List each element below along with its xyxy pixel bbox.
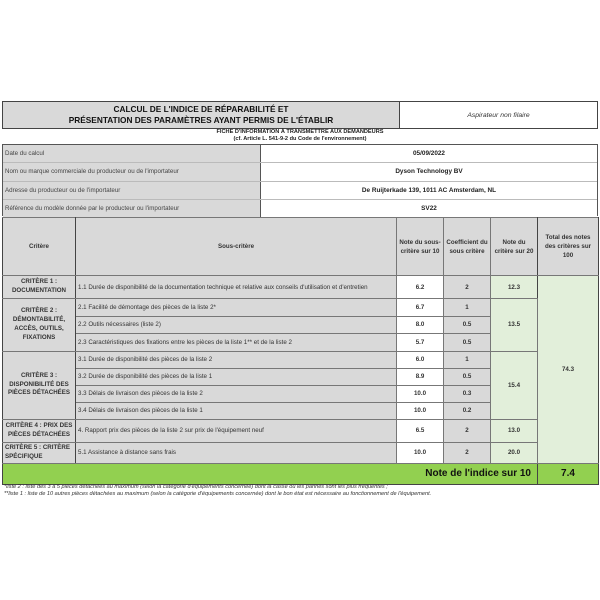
sub-criterion-label: 2.1 Facilité de démontage des pièces de la liste 2* bbox=[76, 299, 397, 317]
criterion-label: CRITÈRE 2 : DÉMONTABILITÉ, ACCÈS, OUTILS, FIXATIONS bbox=[3, 299, 76, 352]
sub-note: 10.0 bbox=[397, 402, 444, 419]
info-table bbox=[2, 144, 598, 216]
criterion-note: 13.5 bbox=[491, 299, 538, 352]
title-line-1: CALCUL DE L'INDICE DE RÉPARABILITÉ ET bbox=[113, 104, 289, 114]
criterion-label: CRITÈRE 3 : DISPONIBILITÉ DES PIÈCES DÉTACHÉES bbox=[3, 351, 76, 419]
criterion-label: CRITÈRE 1 : DOCUMENTATION bbox=[3, 276, 76, 299]
title-box bbox=[2, 101, 598, 129]
sub-criterion-label: 4. Rapport prix des pièces de la liste 2 sur prix de l'équipement neuf bbox=[76, 419, 397, 442]
sub-note: 8.0 bbox=[397, 316, 444, 334]
info-label: Adresse du producteur ou de l'importateur bbox=[3, 182, 261, 199]
subtitle-line-2: (cf. Article L. 541-9-2 du Code de l'environnement) bbox=[233, 135, 367, 142]
sub-note: 10.0 bbox=[397, 385, 444, 402]
table-row bbox=[3, 442, 599, 463]
score-table bbox=[2, 217, 599, 485]
sub-coef: 2 bbox=[444, 276, 491, 299]
sub-note: 8.9 bbox=[397, 368, 444, 385]
table-row bbox=[3, 351, 599, 368]
footnote-liste-1: **liste 1 : liste de 10 autres pièces détachées au maximum (selon la catégorie d'équipements concernée) dont le bon état est nécessaire au fonctionnement de l'équipement. bbox=[4, 491, 432, 497]
criterion-note: 13.0 bbox=[491, 419, 538, 442]
sub-coef: 0.2 bbox=[444, 402, 491, 419]
criterion-note: 12.3 bbox=[491, 276, 538, 299]
criterion-label: CRITÈRE 4 : PRIX DES PIÈCES DÉTACHÉES bbox=[3, 419, 76, 442]
footnote-liste-2: *liste 2 : liste des 3 à 5 pièces détachées au maximum (selon la catégorie d'équipements concernée) dont la casse ou les pannes sont les plus fréquentes ; bbox=[4, 484, 388, 490]
header-note20: Note du critère sur 20 bbox=[491, 218, 538, 276]
info-label: Date du calcul bbox=[3, 145, 261, 162]
table-row bbox=[3, 299, 599, 317]
sub-note: 10.0 bbox=[397, 442, 444, 463]
final-score-value: 7.4 bbox=[538, 463, 599, 484]
header-note10: Note du sous-critère sur 10 bbox=[397, 218, 444, 276]
subtitle bbox=[2, 129, 598, 142]
sub-note: 5.7 bbox=[397, 334, 444, 352]
criterion-note: 15.4 bbox=[491, 351, 538, 419]
sub-criterion-label: 3.3 Délais de livraison des pièces de la liste 2 bbox=[76, 385, 397, 402]
document-title bbox=[3, 102, 400, 128]
sub-coef: 2 bbox=[444, 419, 491, 442]
sub-criterion-label: 1.1 Durée de disponibilité de la documentation technique et relative aux conseils d'utilisation et d'entretien bbox=[76, 276, 397, 299]
table-row bbox=[3, 419, 599, 442]
sub-criterion-label: 2.3 Caractéristiques des fixations entre les pièces de la liste 1** et de la liste 2 bbox=[76, 334, 397, 352]
sub-criterion-label: 5.1 Assistance à distance sans frais bbox=[76, 442, 397, 463]
info-value: 05/09/2022 bbox=[261, 145, 597, 162]
sub-note: 6.2 bbox=[397, 276, 444, 299]
header-sous-critere: Sous-critère bbox=[76, 218, 397, 276]
table-row bbox=[3, 276, 599, 299]
sub-coef: 0.5 bbox=[444, 334, 491, 352]
sub-note: 6.0 bbox=[397, 351, 444, 368]
sub-coef: 1 bbox=[444, 351, 491, 368]
sub-coef: 0.5 bbox=[444, 316, 491, 334]
criterion-note: 20.0 bbox=[491, 442, 538, 463]
info-value: SV22 bbox=[261, 200, 597, 217]
sub-criterion-label: 2.2 Outils nécessaires (liste 2) bbox=[76, 316, 397, 334]
footnotes bbox=[4, 484, 598, 498]
info-value: De Ruijterkade 139, 1011 AC Amsterdam, NL bbox=[261, 182, 597, 199]
sub-coef: 2 bbox=[444, 442, 491, 463]
final-score-row bbox=[3, 463, 599, 484]
criterion-label: CRITÈRE 5 : CRITÈRE SPÉCIFIQUE bbox=[3, 442, 76, 463]
header-critere: Critère bbox=[3, 218, 76, 276]
header-coef: Coefficient du sous critère bbox=[444, 218, 491, 276]
sub-note: 6.5 bbox=[397, 419, 444, 442]
info-row-date bbox=[3, 145, 597, 163]
info-row-model bbox=[3, 200, 597, 217]
sub-criterion-label: 3.1 Durée de disponibilité des pièces de la liste 2 bbox=[76, 351, 397, 368]
sub-criterion-label: 3.2 Durée de disponibilité des pièces de la liste 1 bbox=[76, 368, 397, 385]
final-score-label: Note de l'indice sur 10 bbox=[3, 463, 538, 484]
product-type: Aspirateur non filaire bbox=[400, 102, 597, 128]
sub-coef: 1 bbox=[444, 299, 491, 317]
sub-criterion-label: 3.4 Délais de livraison des pièces de la liste 1 bbox=[76, 402, 397, 419]
subtitle-line-1: FICHE D'INFORMATION À TRANSMETTRE AUX DEMANDEURS bbox=[216, 129, 384, 135]
header-total: Total des notes des critères sur 100 bbox=[538, 218, 599, 276]
sub-coef: 0.3 bbox=[444, 385, 491, 402]
total-100: 74.3 bbox=[538, 276, 599, 464]
sub-note: 6.7 bbox=[397, 299, 444, 317]
info-value: Dyson Technology BV bbox=[261, 163, 597, 180]
info-label: Nom ou marque commerciale du producteur ou de l'importateur bbox=[3, 163, 261, 180]
title-line-2: PRÉSENTATION DES PARAMÈTRES AYANT PERMIS DE L'ÉTABLIR bbox=[68, 115, 334, 125]
info-row-address bbox=[3, 182, 597, 200]
sub-coef: 0.5 bbox=[444, 368, 491, 385]
info-row-brand bbox=[3, 163, 597, 181]
info-label: Référence du modèle donnée par le producteur ou l'importateur bbox=[3, 200, 261, 217]
table-header-row bbox=[3, 218, 599, 276]
